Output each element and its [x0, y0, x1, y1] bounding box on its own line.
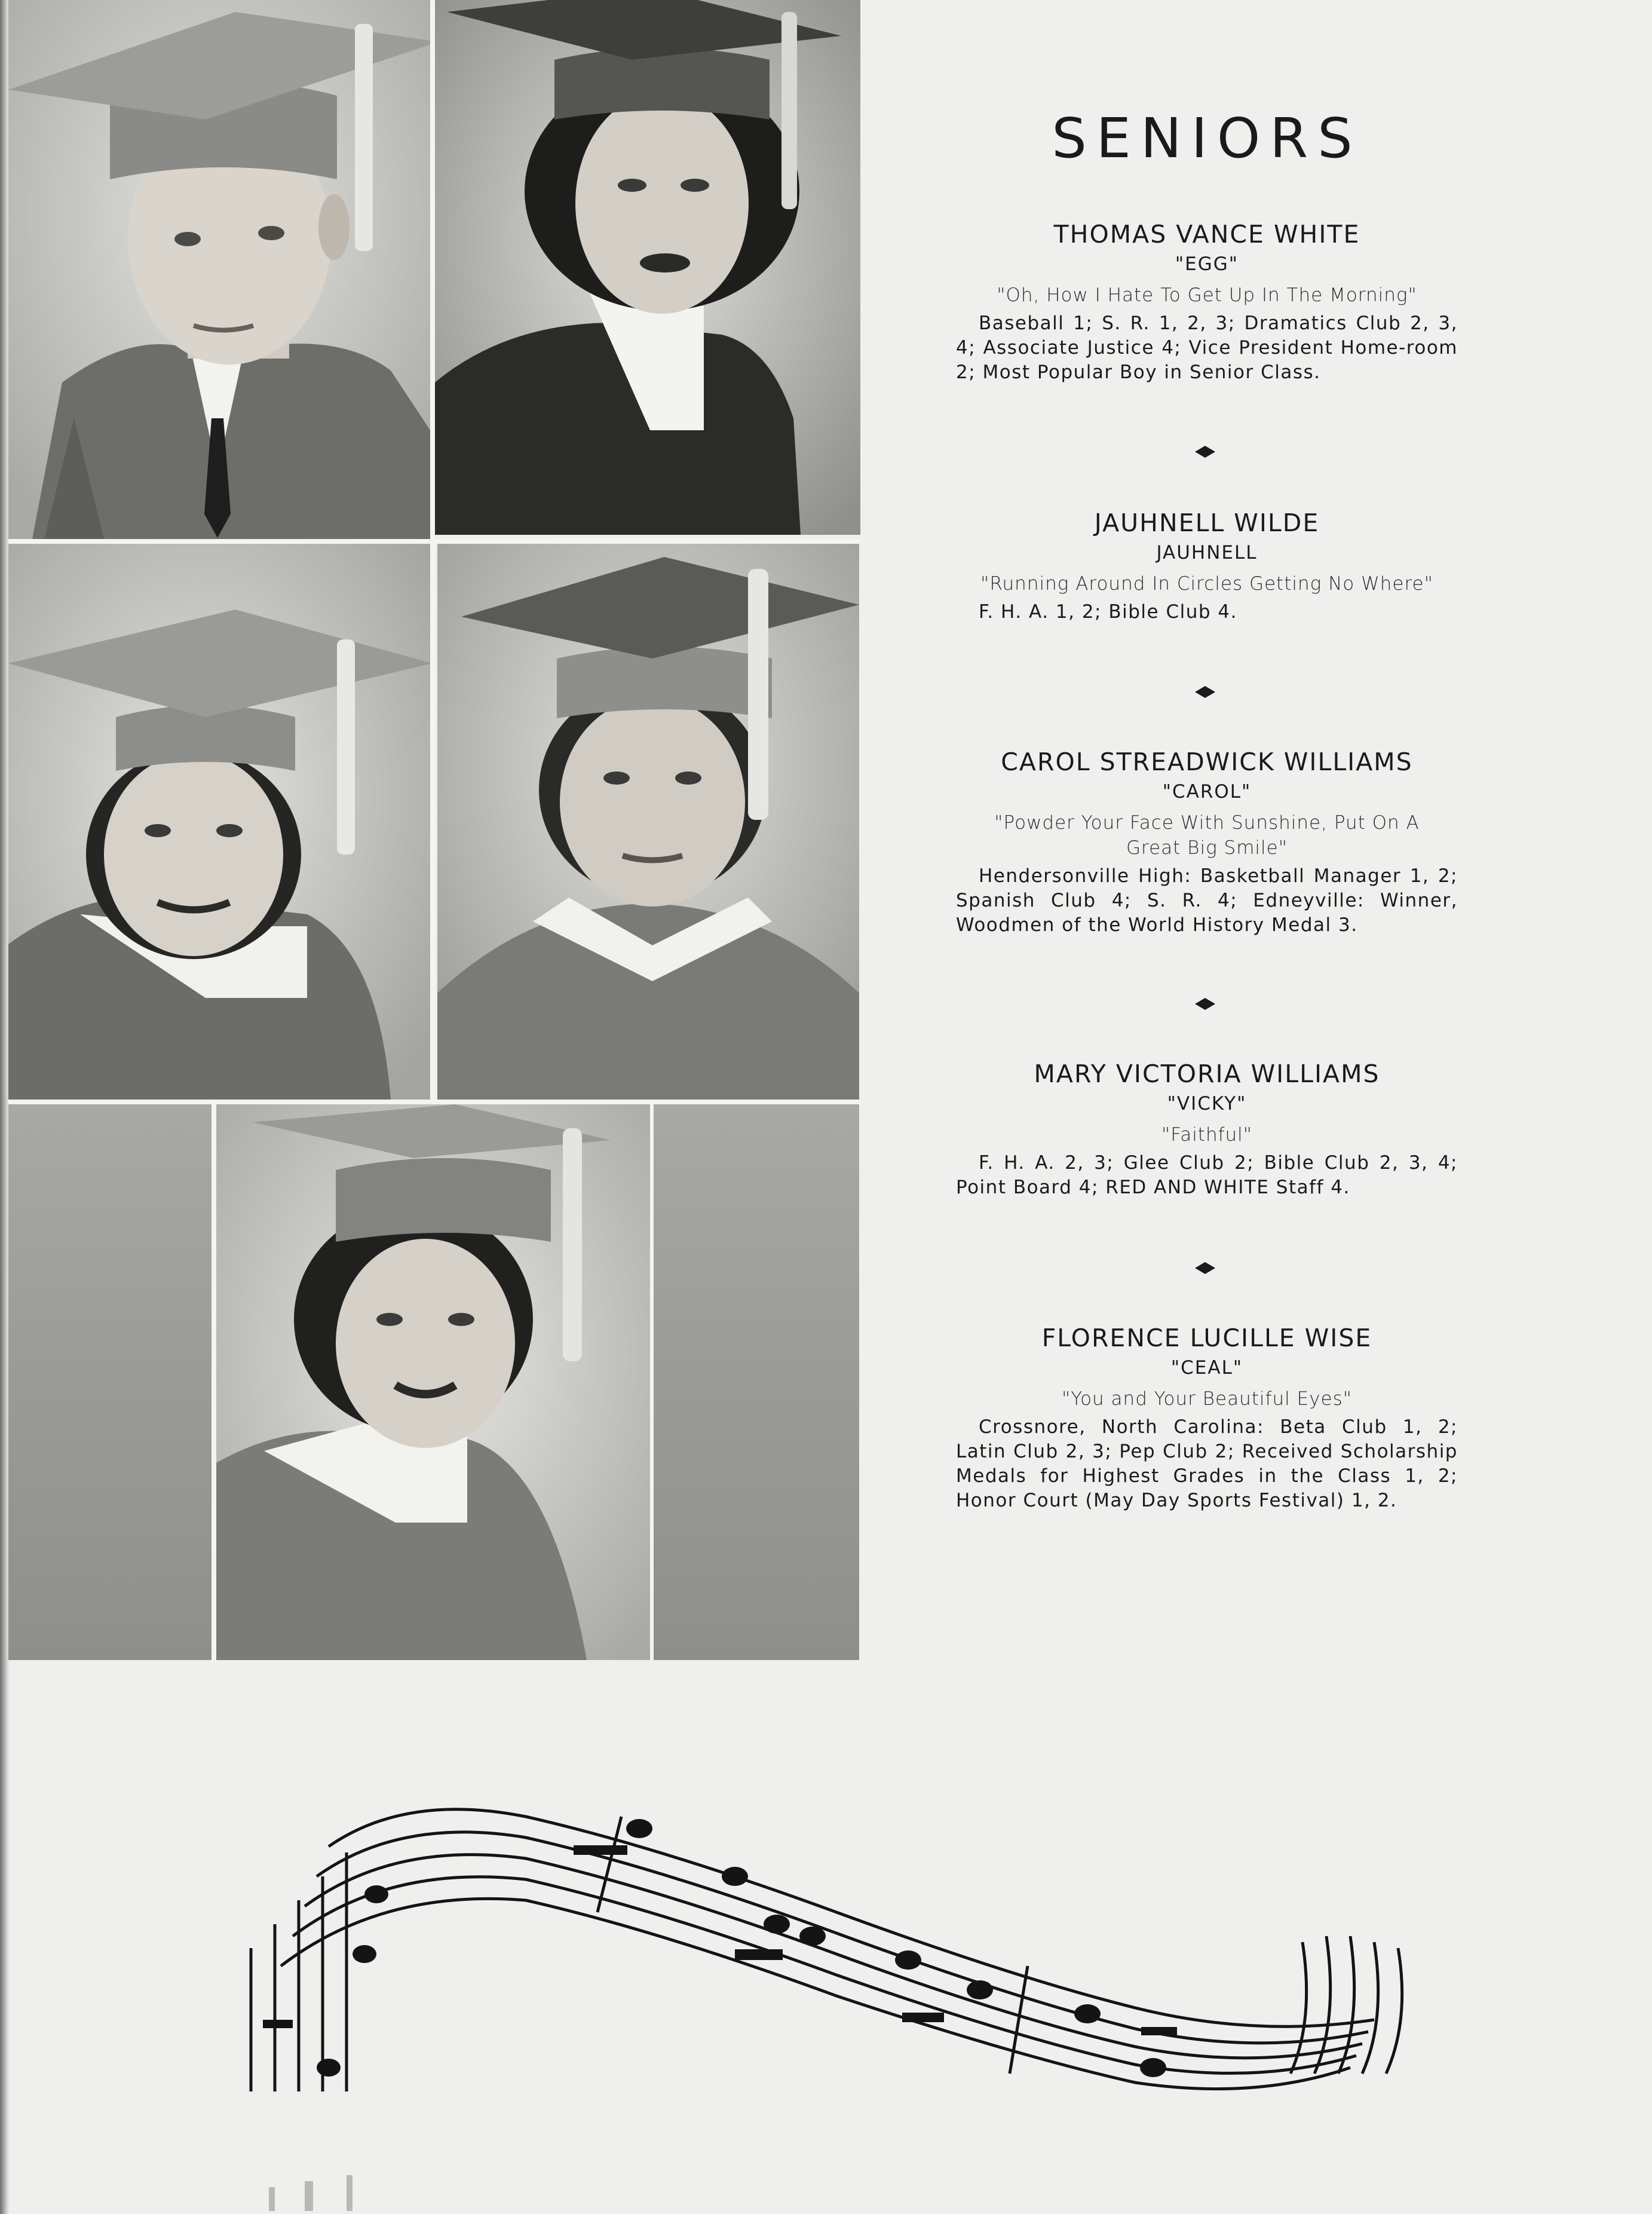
- grid-divider: [430, 0, 435, 1104]
- senior-entry: [956, 507, 1458, 624]
- senior-name: THOMAS VANCE WHITE: [1053, 220, 1360, 249]
- photo-panel-filler-left: [8, 1104, 212, 1660]
- senior-name: CAROL STREADWICK WILLIAMS: [1001, 748, 1413, 776]
- grid-divider: [650, 1104, 654, 1660]
- senior-activities: Crossnore, North Carolina: Beta Club 1, 2; Latin Club 2, 3; Pep Club 2; Received Scholarship Medals for Highest Grades in the Class 1, 2; Honor Court (May Day Sports Festival) 1, 2.: [956, 1416, 1458, 1511]
- music-staff-ornament-icon: [239, 1793, 1434, 2103]
- portrait-photo: [216, 1104, 650, 1660]
- diamond-ornament-icon: [1195, 686, 1215, 698]
- senior-quote: "Powder Your Face With Sunshine, Put On A Great Big Smile": [994, 812, 1420, 859]
- portrait-photo: [8, 544, 433, 1100]
- page-heading: SENIORS: [1052, 106, 1362, 170]
- senior-entry: [956, 218, 1458, 385]
- portrait-thomas-vance-white: [8, 0, 430, 539]
- faint-page-marks: [167, 2175, 406, 2211]
- diamond-ornament-icon: [1195, 1262, 1215, 1274]
- senior-quote: "Faithful": [1161, 1124, 1253, 1146]
- senior-quote: "You and Your Beautiful Eyes": [1062, 1388, 1352, 1410]
- senior-activities: Hendersonville High: Basketball Manager 1, 2; Spanish Club 4; S. R. 4; Edneyville: Winner, Woodmen of the World History Medal 3.: [956, 865, 1458, 936]
- portrait-florence-lucille-wise: [216, 1104, 650, 1660]
- senior-nickname: "VICKY": [1167, 1093, 1247, 1114]
- senior-activities: F. H. A. 2, 3; Glee Club 2; Bible Club 2, 3, 4; Point Board 4; RED AND WHITE Staff 4.: [956, 1152, 1458, 1198]
- grid-divider: [212, 1104, 216, 1660]
- diamond-ornament-icon: [1195, 446, 1215, 458]
- diamond-ornament-icon: [1195, 998, 1215, 1010]
- senior-activities: F. H. A. 1, 2; Bible Club 4.: [979, 601, 1237, 623]
- portrait-photo: [435, 0, 860, 535]
- senior-entry: [956, 1322, 1458, 1513]
- grid-divider: [8, 539, 860, 544]
- portrait-photo: [8, 0, 430, 539]
- senior-name: FLORENCE LUCILLE WISE: [1041, 1324, 1372, 1352]
- senior-activities: Baseball 1; S. R. 1, 2, 3; Dramatics Club 2, 3, 4; Associate Justice 4; Vice President Home-room 2; Most Popular Boy in Senior Class.: [956, 313, 1458, 383]
- senior-quote: "Oh, How I Hate To Get Up In The Morning": [997, 284, 1417, 306]
- senior-name: MARY VICTORIA WILLIAMS: [1034, 1059, 1380, 1088]
- senior-nickname: "CEAL": [1170, 1357, 1243, 1379]
- portrait-mary-victoria-williams: [437, 539, 859, 1100]
- photo-panel-filler-right: [654, 1104, 859, 1660]
- senior-entry: [956, 746, 1458, 938]
- senior-quote: "Running Around In Circles Getting No Where": [980, 573, 1433, 595]
- senior-entry: [956, 1058, 1458, 1200]
- senior-nickname: JAUHNELL: [1156, 542, 1258, 564]
- portrait-carol-streadwick-williams: [8, 544, 433, 1100]
- portrait-jauhnell-wilde: [435, 0, 860, 535]
- senior-name: JAUHNELL WILDE: [1094, 509, 1320, 537]
- portrait-photo: [437, 539, 859, 1100]
- senior-nickname: "CAROL": [1162, 781, 1252, 803]
- grid-divider: [8, 1100, 860, 1104]
- senior-nickname: "EGG": [1175, 253, 1239, 275]
